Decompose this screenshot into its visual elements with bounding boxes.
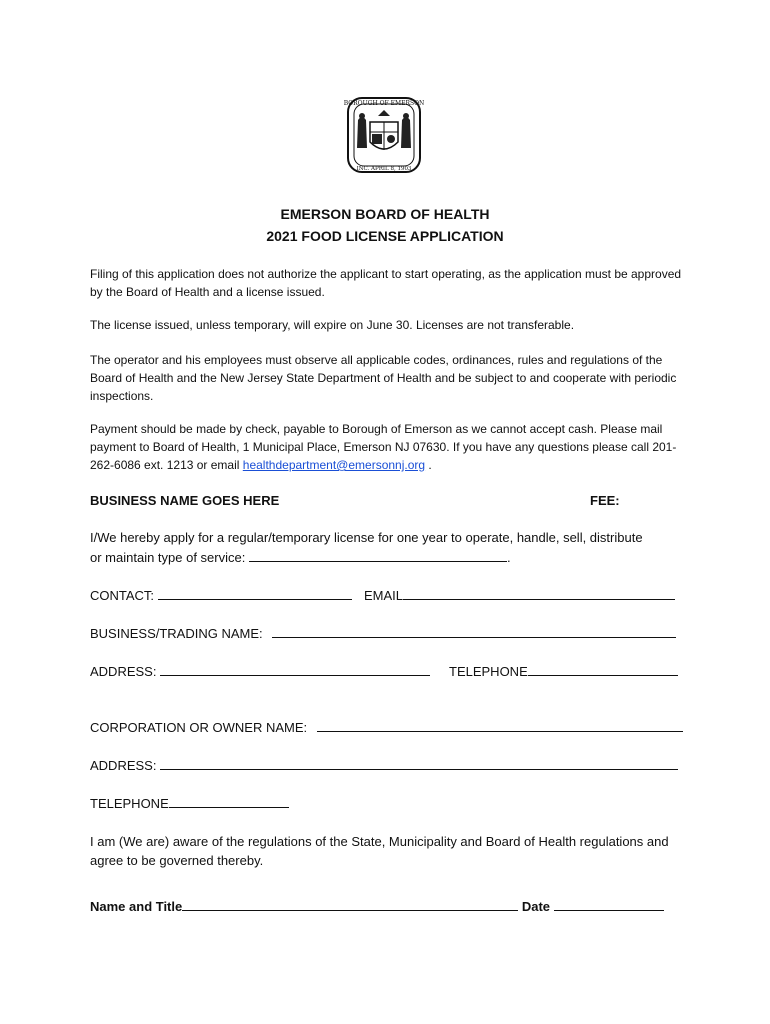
email-link[interactable]: healthdepartment@emersonnj.org <box>242 458 426 472</box>
name-title-label: Name and Title <box>90 899 183 914</box>
apply-end: . <box>506 550 511 565</box>
apply-text-line1: I/We hereby apply for a regular/temporary license for one year to operate, handle, sell, distribute <box>90 530 643 545</box>
service-type-label: or maintain type of service: <box>90 550 246 565</box>
address-field[interactable] <box>160 663 430 676</box>
intro-paragraph-1: Filing of this application does not authorize the applicant to start operating, as the application must be approved by the Board of Health and a license issued. <box>90 267 682 299</box>
owner-telephone-label: TELEPHONE <box>90 796 169 811</box>
intro-paragraph-2: The license issued, unless temporary, will expire on June 30. Licenses are not transferable. <box>90 318 575 332</box>
form-title: 2021 FOOD LICENSE APPLICATION <box>266 228 504 244</box>
owner-address-row <box>90 757 678 773</box>
business-name-label: BUSINESS NAME GOES HERE <box>90 493 280 508</box>
email-field[interactable] <box>403 587 675 600</box>
owner-address-field[interactable] <box>160 757 678 770</box>
service-type-field[interactable] <box>249 549 507 562</box>
date-label: Date <box>521 899 551 914</box>
telephone-row <box>449 663 678 679</box>
fee-label: FEE: <box>590 493 620 508</box>
telephone-field[interactable] <box>528 663 678 676</box>
payment-text: Payment should be made by check, payable to Borough of Emerson as we cannot accept cash. Please mail payment to Board of Health, 1 Municipal Place, Emerson NJ 07630. If you have any questions please call 201-262-6086 ext. 1213 or email <box>90 422 677 472</box>
svg-text:INC. APRIL 8, 1903: INC. APRIL 8, 1903 <box>356 166 412 172</box>
owner-address-label: ADDRESS: <box>90 758 157 773</box>
form-org-title: EMERSON BOARD OF HEALTH <box>280 206 490 222</box>
intro-paragraph-4 <box>90 420 690 474</box>
signature-row <box>90 898 664 914</box>
corporation-row <box>90 719 683 735</box>
trading-name-field[interactable] <box>272 625 676 638</box>
borough-seal-logo <box>338 94 430 176</box>
name-title-field[interactable] <box>182 898 518 911</box>
email-label: EMAIL <box>364 588 404 603</box>
payment-end: . <box>428 458 432 472</box>
address-label: ADDRESS: <box>90 664 157 679</box>
email-row <box>364 587 675 603</box>
corporation-field[interactable] <box>317 719 683 732</box>
contact-row <box>90 587 352 603</box>
intro-paragraph-3: The operator and his employees must observe all applicable codes, ordinances, rules and regulations of the Board of Health and the New Jersey State Department of Health and be subject to and cooperate with periodic inspections. <box>90 353 677 403</box>
contact-label: CONTACT: <box>90 588 155 603</box>
service-type-row <box>90 549 511 565</box>
owner-telephone-field[interactable] <box>169 795 289 808</box>
agreement-text: I am (We are) aware of the regulations of the State, Municipality and Board of Health regulations and agree to be governed thereby. <box>90 834 669 868</box>
svg-text:BOROUGH OF EMERSON: BOROUGH OF EMERSON <box>343 100 425 107</box>
trading-name-label: BUSINESS/TRADING NAME: <box>90 626 263 641</box>
corporation-label: CORPORATION OR OWNER NAME: <box>90 720 308 735</box>
trading-name-row <box>90 625 676 641</box>
date-field[interactable] <box>554 898 664 911</box>
telephone-label: TELEPHONE <box>449 664 528 679</box>
owner-telephone-row <box>90 795 289 811</box>
contact-field[interactable] <box>158 587 352 600</box>
address-row <box>90 663 430 679</box>
